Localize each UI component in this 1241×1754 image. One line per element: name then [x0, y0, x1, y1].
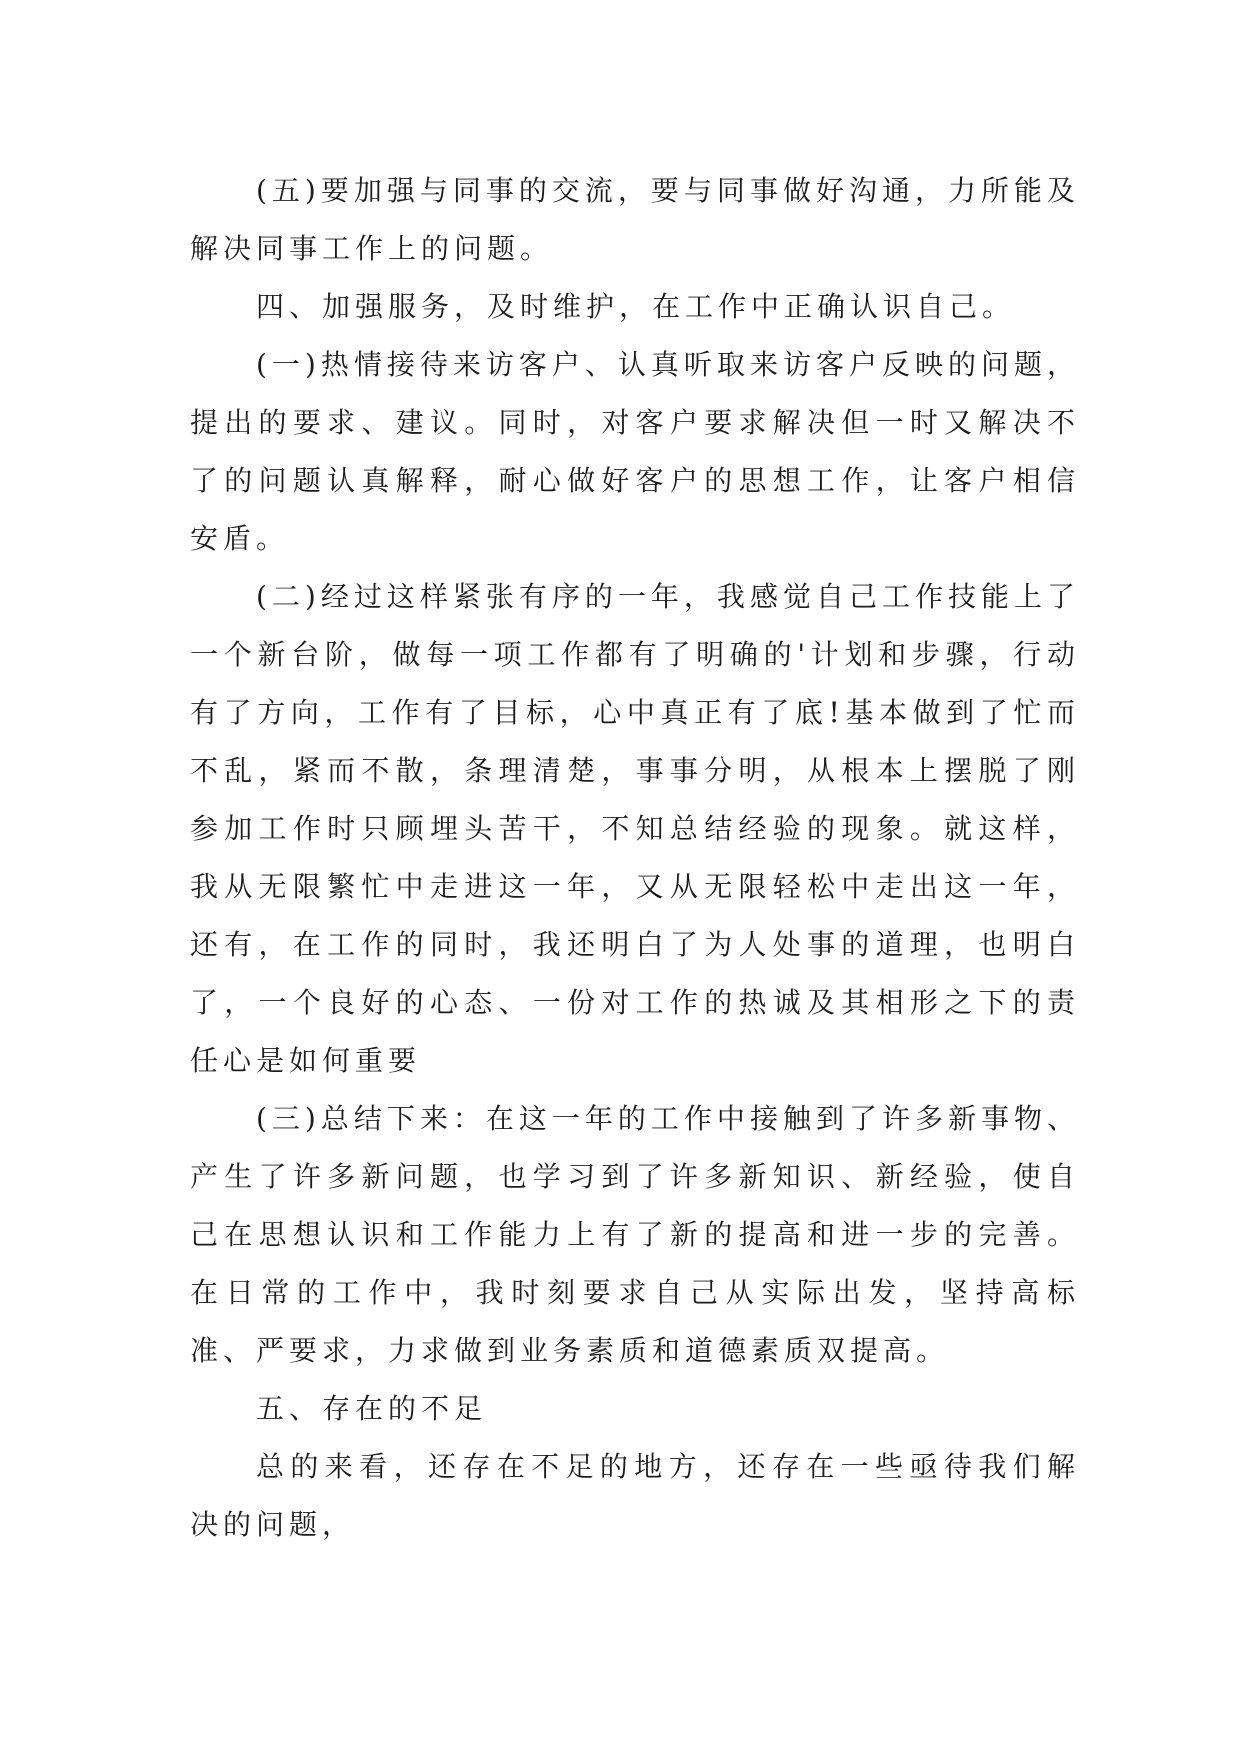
section-heading-5: 五、存在的不足 — [256, 1392, 488, 1425]
paragraph-2-year-review: (二)经过这样紧张有序的一年，我感觉自己工作技能上了一个新台阶，做每一项工作都有了明确的'计划和步骤，行动有了方向，工作有了目标，心中真正有了底!基本做到了忙而不乱，紧而不散，条理清楚，事事分明，从根本上摆脱了刚参加工作时只顾埋头苦干，不知总结经验的现象。就这样，我从无限繁忙中走进这一年，又从无限轻松中走出这一年，还有，在工作的同时，我还明白了为人处事的道理，也明白了，一个良好的心态、一份对工作的热诚及其相形之下的责任心是如何重要 — [190, 580, 1080, 1077]
document-body — [190, 162, 1080, 1554]
paragraph-5-communication: (五)要加强与同事的交流，要与同事做好沟通，力所能及解决同事工作上的问题。 — [190, 174, 1080, 265]
paragraph-shortcomings: 总的来看，还存在不足的地方，还存在一些亟待我们解决的问题， — [190, 1450, 1080, 1541]
section-heading-4: 四、加强服务，及时维护，在工作中正确认识自己。 — [256, 290, 1016, 323]
paragraph-1-reception: (一)热情接待来访客户、认真听取来访客户反映的问题，提出的要求、建议。同时，对客户要求解决但一时又解决不了的问题认真解释，耐心做好客户的思想工作，让客户相信安盾。 — [190, 348, 1080, 555]
paragraph-3-summary: (三)总结下来：在这一年的工作中接触到了许多新事物、产生了许多新问题，也学习到了许多新知识、新经验，使自己在思想认识和工作能力上有了新的提高和进一步的完善。在日常的工作中，我时刻要求自己从实际出发，坚持高标准、严要求，力求做到业务素质和道德素质双提高。 — [190, 1102, 1080, 1367]
